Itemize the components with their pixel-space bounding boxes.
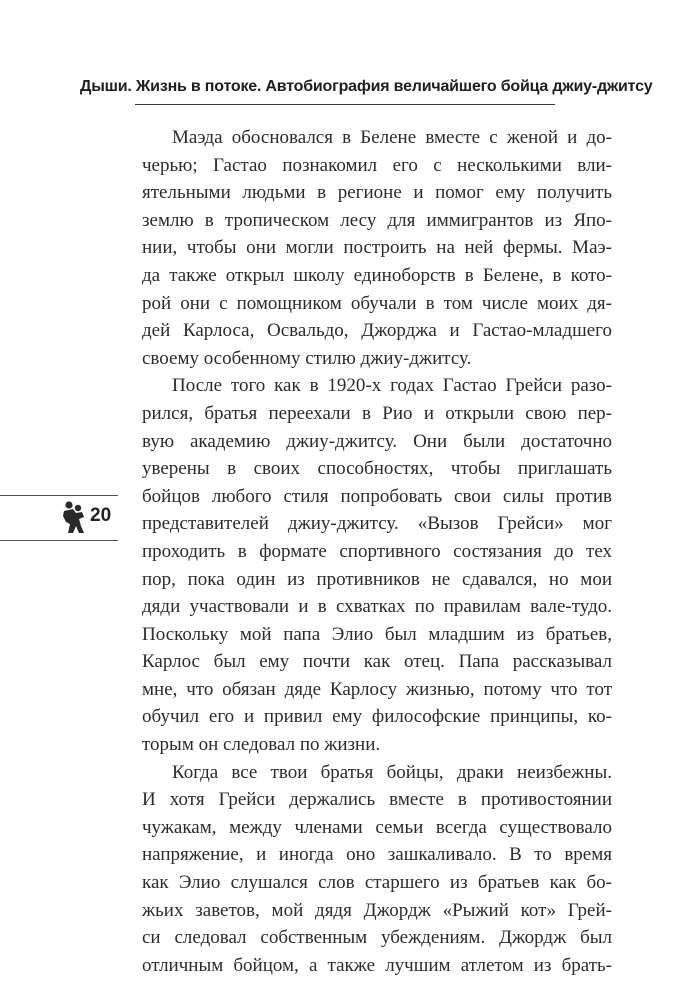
text-line: своему особенному стилю джиу-джитсу. (142, 347, 472, 369)
text-line: рой они с помощником обучали в том числе моих дя- (142, 292, 612, 314)
text-line: отличным бойцом, а также лучшим атлетом из брать- (142, 954, 612, 976)
text-line: рился, братья переехали в Рио и открыли свою пер- (142, 402, 612, 424)
text-line: После того как в 1920-х годах Гастао Грейси разо- (172, 375, 612, 397)
text-line: торым он следовал по жизни. (142, 734, 381, 756)
text-line: Карлос был ему почти как отец. Папа рассказывал (142, 651, 612, 673)
text-line: си следовал собственным убеждениям. Джордж был (142, 927, 612, 949)
text-line: мне, что обязан дяде Карлосу жизнью, потому что тот (142, 678, 612, 700)
text-line: бойцов любого стиля попробовать свои силы против (142, 485, 612, 507)
header-rule (135, 104, 555, 105)
text-line: как Элио слушался слов старшего из братьев как бо- (142, 872, 612, 894)
text-line: дей Карлоса, Освальдо, Джорджа и Гастао-младшего (142, 320, 612, 342)
folio-rule-bottom (0, 540, 118, 541)
text-line: жьих заветов, мой дядя Джордж «Рыжий кот» Грей- (142, 899, 612, 921)
text-line: Когда все твои братья бойцы, драки неизбежны. (172, 761, 612, 783)
text-line: дяди участвовали и в схватках по правилам вале-тудо. (142, 596, 612, 618)
body-text (142, 124, 612, 979)
text-line: обучил его и привил ему философские принципы, ко- (142, 706, 612, 728)
text-line: И хотя Грейси держались вместе в противостоянии (142, 789, 612, 811)
running-head: Дыши. Жизнь в потоке. Автобиография величайшего бойца джиу-джитсу (80, 78, 653, 95)
text-line: черью; Гастао познакомил его с несколькими вли- (142, 154, 612, 176)
text-line: вую академию джиу-джитсу. Они были достаточно (142, 430, 612, 452)
text-line: землю в тропическом лесу для иммигрантов из Япо- (142, 209, 612, 231)
text-line: уверены в своих способностях, чтобы приглашать (142, 458, 612, 480)
text-line: пор, пока один из противников не сдавался, но мои (142, 568, 612, 590)
text-line: нии, чтобы они могли построить на ней фермы. Маэ- (142, 237, 612, 259)
text-line: представителей джиу-джитсу. «Вызов Грейси» мог (142, 513, 612, 535)
text-line: Маэда обосновался в Белене вместе с женой и до- (172, 127, 612, 148)
text-line: напряжение, и иногда оно зашкаливало. В то время (142, 844, 612, 866)
text-line: да также открыл школу единоборств в Белене, в кото- (142, 264, 612, 286)
text-line: проходить в формате спортивного состязания до тех (142, 540, 612, 562)
text-line: чужакам, между членами семьи всегда существовало (142, 816, 612, 838)
text-line: ятельными людьми в регионе и помог ему получить (142, 182, 612, 204)
page-number: 20 (90, 505, 112, 526)
grappling-fighters-icon (60, 500, 86, 534)
folio-rule-top (0, 495, 118, 496)
text-line: Поскольку мой папа Элио был младшим из братьев, (142, 623, 612, 645)
